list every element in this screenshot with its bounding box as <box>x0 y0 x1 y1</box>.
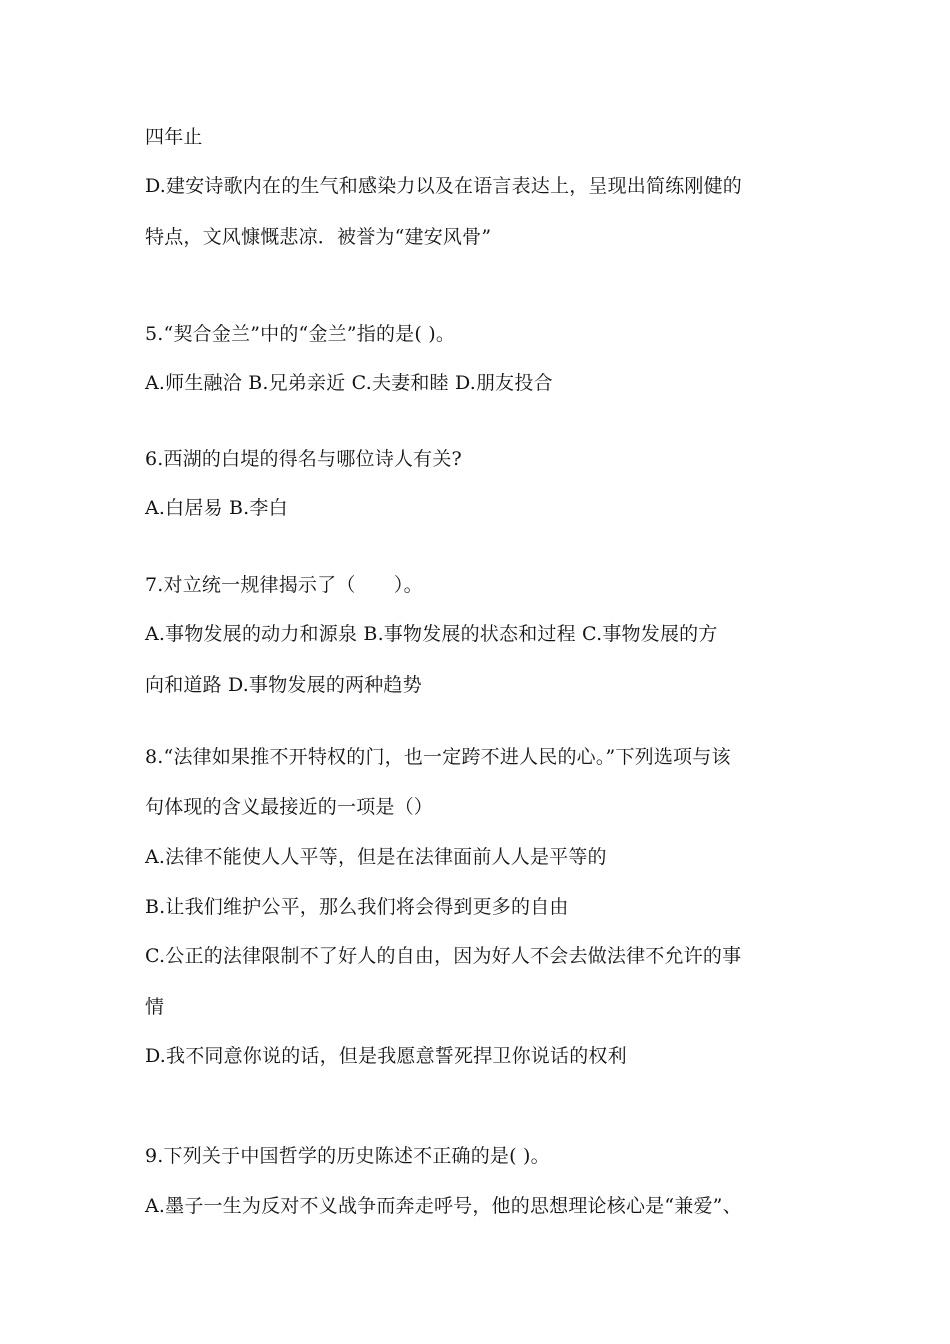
question-8-option-c-cont: 情 <box>145 996 165 1018</box>
text-line-q4-continuation: 四年止 <box>145 126 203 148</box>
question-8-option-a: A.法律不能使人人平等，但是在法律面前人人是平等的 <box>145 846 607 868</box>
text-line-q4-option-d-cont: 特点，文风慷慨悲凉．被誉为“建安风骨” <box>145 226 492 248</box>
question-6-options: A.白居易 B.李白 <box>145 497 288 519</box>
question-8-option-d: D.我不同意你说的话，但是我愿意誓死捍卫你说话的权利 <box>145 1045 627 1067</box>
text-line-q4-option-d: D.建安诗歌内在的生气和感染力以及在语言表达上，呈现出简练刚健的 <box>145 175 742 197</box>
question-9-option-a: A.墨子一生为反对不义战争而奔走呼号，他的思想理论核心是“兼爱”、 <box>145 1195 742 1217</box>
question-8: 8.“法律如果推不开特权的门，也一定跨不进人民的心。”下列选项与该 <box>145 746 731 768</box>
question-7-options-cont: 向和道路 D.事物发展的两种趋势 <box>145 674 422 696</box>
question-5: 5.“契合金兰”中的“金兰”指的是( )。 <box>145 323 456 345</box>
question-8-option-b: B.让我们维护公平，那么我们将会得到更多的自由 <box>145 896 569 918</box>
question-7: 7.对立统一规律揭示了（ ）。 <box>145 574 423 596</box>
question-8-option-c: C.公正的法律限制不了好人的自由，因为好人不会去做法律不允许的事 <box>145 945 742 967</box>
question-7-options: A.事物发展的动力和源泉 B.事物发展的状态和过程 C.事物发展的方 <box>145 623 718 645</box>
question-9: 9.下列关于中国哲学的历史陈述不正确的是( )。 <box>145 1145 550 1167</box>
question-6: 6.西湖的白堤的得名与哪位诗人有关? <box>145 448 462 470</box>
question-8-cont: 句体现的含义最接近的一项是（） <box>145 796 434 818</box>
question-5-options: A.师生融洽 B.兄弟亲近 C.夫妻和睦 D.朋友投合 <box>145 372 553 394</box>
